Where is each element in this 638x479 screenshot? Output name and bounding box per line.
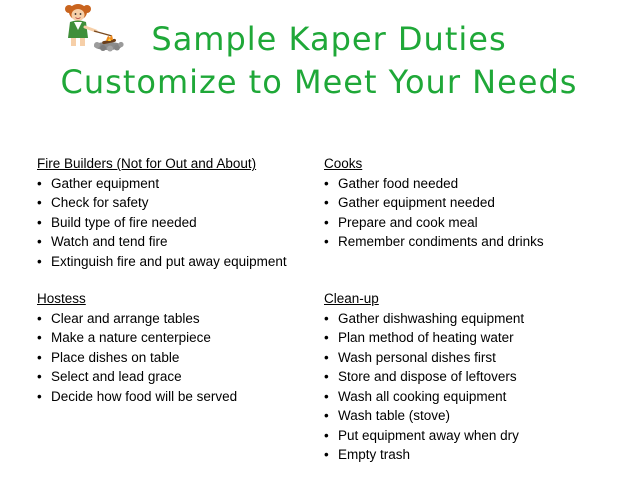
list-item: • Store and dispose of leftovers	[324, 367, 524, 387]
list-item: • Select and lead grace	[37, 367, 237, 387]
list-item: • Decide how food will be served	[37, 387, 237, 407]
cleanup-section	[324, 289, 524, 465]
list-item: • Gather dishwashing equipment	[324, 309, 524, 329]
list-item: • Build type of fire needed	[37, 213, 287, 233]
list-item: • Extinguish fire and put away equipment	[37, 252, 287, 272]
cooks-section	[324, 154, 544, 252]
list-item: • Put equipment away when dry	[324, 426, 524, 446]
hostess-list	[37, 309, 237, 407]
cooks-heading: Cooks	[324, 156, 363, 171]
list-item: • Make a nature centerpiece	[37, 328, 237, 348]
list-item: • Remember condiments and drinks	[324, 232, 544, 252]
cleanup-list	[324, 309, 524, 465]
fire-builders-section	[37, 154, 287, 271]
list-item: • Empty trash	[324, 445, 524, 465]
hostess-heading: Hostess	[37, 291, 86, 306]
fire-builders-list	[37, 174, 287, 272]
list-item: • Gather equipment	[37, 174, 287, 194]
list-item: • Place dishes on table	[37, 348, 237, 368]
list-item: • Wash personal dishes first	[324, 348, 524, 368]
hostess-section	[37, 289, 237, 406]
list-item: • Clear and arrange tables	[37, 309, 237, 329]
list-item: • Gather equipment needed	[324, 193, 544, 213]
cleanup-heading: Clean-up	[324, 291, 379, 306]
list-item: • Wash table (stove)	[324, 406, 524, 426]
slide-title: Sample Kaper Duties	[151, 20, 507, 58]
list-item: • Wash all cooking equipment	[324, 387, 524, 407]
list-item: • Watch and tend fire	[37, 232, 287, 252]
list-item: • Plan method of heating water	[324, 328, 524, 348]
list-item: • Prepare and cook meal	[324, 213, 544, 233]
list-item: • Gather food needed	[324, 174, 544, 194]
slide-subtitle: Customize to Meet Your Needs	[60, 63, 578, 101]
cooks-list	[324, 174, 544, 252]
fire-builders-heading: Fire Builders (Not for Out and About)	[37, 156, 257, 171]
list-item: • Check for safety	[37, 193, 287, 213]
